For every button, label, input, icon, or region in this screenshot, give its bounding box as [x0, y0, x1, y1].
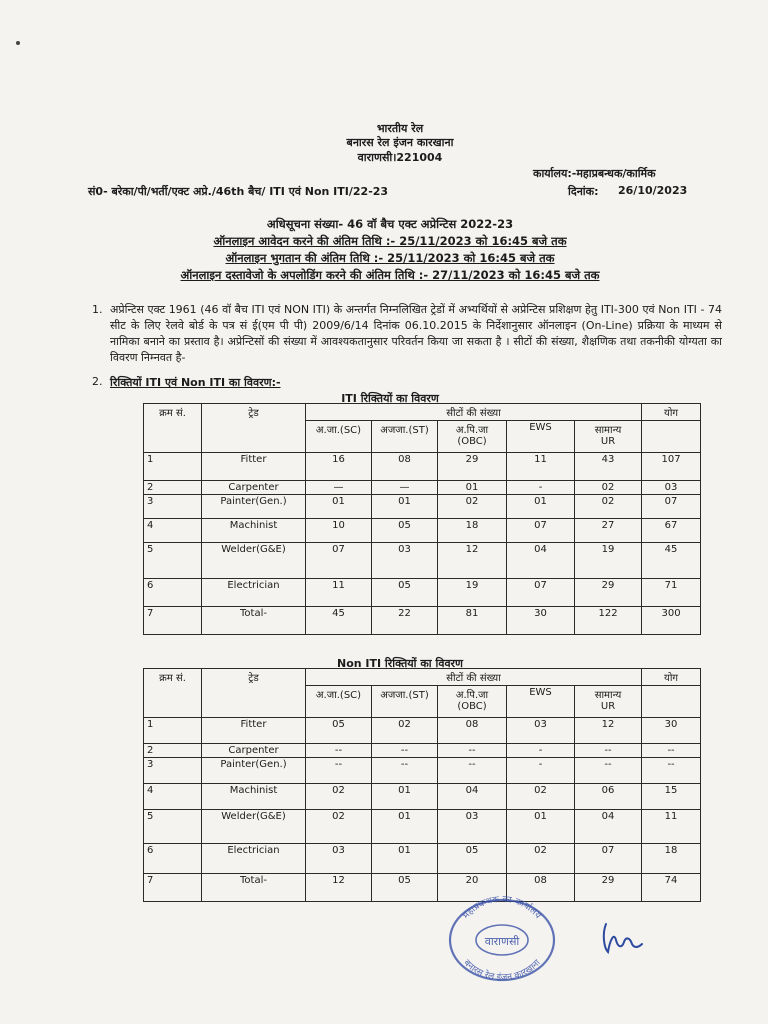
- st-header: अजजा.(ST): [372, 686, 438, 718]
- total-cell: 03: [642, 481, 701, 495]
- sc-cell: 02: [306, 784, 372, 810]
- obc-cell: 05: [438, 844, 507, 874]
- trade-cell: Fitter: [202, 718, 306, 744]
- obc-header-code: (OBC): [457, 436, 487, 447]
- st-cell: --: [372, 758, 438, 784]
- sc-header: अ.जा.(SC): [306, 686, 372, 718]
- sno-cell: 2: [144, 744, 202, 758]
- obc-cell: --: [438, 758, 507, 784]
- iti-vacancy-table: [143, 403, 701, 635]
- scan-speck: [16, 41, 20, 45]
- signature: [598, 918, 644, 958]
- sc-cell: --: [306, 744, 372, 758]
- office-seal-stamp: [438, 890, 566, 982]
- ur-cell: 04: [575, 810, 642, 844]
- trade-cell: Total-: [202, 607, 306, 635]
- para2-number: 2.: [92, 375, 103, 388]
- obc-header-code: (OBC): [457, 701, 487, 712]
- ews-cell: -: [507, 758, 575, 784]
- total-header-blank: [642, 421, 701, 453]
- sno-cell: 4: [144, 519, 202, 543]
- trade-cell: Welder(G&E): [202, 543, 306, 579]
- sc-cell: 11: [306, 579, 372, 607]
- ews-cell: 02: [507, 844, 575, 874]
- total-cell: 300: [642, 607, 701, 635]
- total-cell: 45: [642, 543, 701, 579]
- non-iti-table-caption: Non ITI रिक्तियों का विवरण: [336, 657, 464, 670]
- ur-header-hindi: सामान्य: [594, 690, 622, 701]
- sno-cell: 3: [144, 758, 202, 784]
- trade-cell: Carpenter: [202, 744, 306, 758]
- table-row: [144, 744, 701, 758]
- ews-cell: 01: [507, 495, 575, 519]
- ews-cell: -: [507, 481, 575, 495]
- trade-cell: Electrician: [202, 579, 306, 607]
- stamp-center-text: वाराणसी: [484, 935, 520, 948]
- sc-cell: --: [306, 758, 372, 784]
- table-row: [144, 784, 701, 810]
- table-row: [144, 481, 701, 495]
- trade-header: ट्रेड: [202, 669, 306, 718]
- st-cell: 03: [372, 543, 438, 579]
- total-cell: 67: [642, 519, 701, 543]
- sc-cell: —: [306, 481, 372, 495]
- st-cell: 08: [372, 453, 438, 481]
- ur-cell: --: [575, 758, 642, 784]
- ews-cell: 04: [507, 543, 575, 579]
- ews-cell: 01: [507, 810, 575, 844]
- sno-cell: 7: [144, 874, 202, 902]
- trade-cell: Welder(G&E): [202, 810, 306, 844]
- total-header-blank: [642, 686, 701, 718]
- ur-header-code: UR: [600, 701, 616, 712]
- total-header: योग: [642, 404, 701, 421]
- table-row: [144, 810, 701, 844]
- ews-cell: 11: [507, 453, 575, 481]
- ur-cell: 07: [575, 844, 642, 874]
- ews-cell: 07: [507, 519, 575, 543]
- st-cell: 22: [372, 607, 438, 635]
- total-cell: 11: [642, 810, 701, 844]
- ews-cell: 03: [507, 718, 575, 744]
- seats-header: सीटों की संख्या: [306, 404, 642, 421]
- st-cell: —: [372, 481, 438, 495]
- trade-header: ट्रेड: [202, 404, 306, 453]
- total-cell: 18: [642, 844, 701, 874]
- ews-cell: -: [507, 744, 575, 758]
- obc-cell: 19: [438, 579, 507, 607]
- ews-cell: 07: [507, 579, 575, 607]
- ur-header: [575, 686, 642, 718]
- ur-cell: 06: [575, 784, 642, 810]
- st-cell: 05: [372, 519, 438, 543]
- ews-header: EWS: [507, 686, 575, 718]
- table-row: [144, 874, 701, 902]
- header-org: भारतीय रेल: [376, 122, 424, 135]
- header-workshop: बनारस रेल इंजन कारखाना: [346, 136, 454, 149]
- ur-cell: --: [575, 744, 642, 758]
- ur-cell: 02: [575, 481, 642, 495]
- st-cell: 01: [372, 810, 438, 844]
- total-cell: --: [642, 744, 701, 758]
- sno-cell: 6: [144, 844, 202, 874]
- sc-cell: 07: [306, 543, 372, 579]
- ur-header-hindi: सामान्य: [594, 425, 622, 436]
- st-cell: 01: [372, 844, 438, 874]
- obc-cell: 03: [438, 810, 507, 844]
- obc-cell: 18: [438, 519, 507, 543]
- st-cell: 01: [372, 784, 438, 810]
- sc-cell: 05: [306, 718, 372, 744]
- sc-cell: 02: [306, 810, 372, 844]
- obc-cell: --: [438, 744, 507, 758]
- sc-header: अ.जा.(SC): [306, 421, 372, 453]
- para2-heading: रिक्तियों ITI एवं Non ITI का विवरण:-: [110, 376, 281, 389]
- obc-header-hindi: अ.पि.जा: [455, 425, 489, 436]
- obc-cell: 02: [438, 495, 507, 519]
- sno-cell: 5: [144, 810, 202, 844]
- ur-cell: 29: [575, 874, 642, 902]
- sno-cell: 7: [144, 607, 202, 635]
- obc-cell: 20: [438, 874, 507, 902]
- table-row: [144, 758, 701, 784]
- ews-header: EWS: [507, 421, 575, 453]
- non-iti-vacancy-table: [143, 668, 701, 902]
- reference-number: सं0- बरेका/पी/भर्ती/एक्ट अप्रे./46th बैच/ ITI एवं Non ITI/22-23: [88, 185, 389, 198]
- para1-text: अप्रेन्टिस एक्ट 1961 (46 वॉ बैच ITI एवं NON ITI) के अन्तर्गत निम्नलिखित ट्रेडों में अभ्यर्थियों से अप्रेन्टिस प्रशिक्षण हेतु ITI-300 एवं Non ITI - 74 सीट के लिए रेलवे बोर्ड के पत्र सं ई(एम पी पी) 2009/6/14 दिनांक 06.10.2015 के निर्देशानुसार ऑनलाइन (On-Line) प्रक्रिया के माध्यम से नामिका बनाने का प्रस्ताव है। अप्रेन्टिसों की संख्या में आवश्यकतानुसार परिवर्तन किया जा सकता है । सीटों की संख्या, शैक्षणिक तथा तकनीकी योग्यता का विवरण निम्नवत है-: [110, 303, 722, 364]
- seats-header: सीटों की संख्या: [306, 669, 642, 686]
- st-cell: 01: [372, 495, 438, 519]
- trade-cell: Total-: [202, 874, 306, 902]
- total-cell: 71: [642, 579, 701, 607]
- para1-number: 1.: [92, 303, 103, 316]
- total-cell: --: [642, 758, 701, 784]
- total-cell: 07: [642, 495, 701, 519]
- table-row: [144, 495, 701, 519]
- st-cell: --: [372, 744, 438, 758]
- stamp-top-text: महाप्रबन्धक का कार्यालय: [461, 894, 543, 922]
- obc-header-hindi: अ.पि.जा: [455, 690, 489, 701]
- total-cell: 30: [642, 718, 701, 744]
- notice-payment-deadline: ऑनलाइन भुगतान की अंतिम तिथि :- 25/11/2023 को 16:45 बजे तक: [225, 251, 555, 265]
- notice-number: अधिसूचना संख्या- 46 वॉ बैच एक्ट अप्रेन्टिस 2022-23: [266, 217, 514, 231]
- notice-upload-deadline: ऑनलाइन दस्तावेजो के अपलोडिंग करने की अंतिम तिथि :- 27/11/2023 को 16:45 बजे तक: [180, 268, 600, 282]
- sno-cell: 4: [144, 784, 202, 810]
- sc-cell: 01: [306, 495, 372, 519]
- ur-cell: 29: [575, 579, 642, 607]
- ur-header: [575, 421, 642, 453]
- ur-header-code: UR: [600, 436, 616, 447]
- sno-header: क्रम सं.: [144, 404, 202, 453]
- st-cell: 05: [372, 874, 438, 902]
- table-row: [144, 607, 701, 635]
- iti-table-caption: ITI रिक्तियों का विवरण: [341, 392, 439, 405]
- sc-cell: 12: [306, 874, 372, 902]
- sno-cell: 1: [144, 718, 202, 744]
- total-cell: 15: [642, 784, 701, 810]
- table-row: [144, 453, 701, 481]
- ur-cell: 43: [575, 453, 642, 481]
- ur-cell: 12: [575, 718, 642, 744]
- sc-cell: 03: [306, 844, 372, 874]
- obc-cell: 04: [438, 784, 507, 810]
- table-row: [144, 718, 701, 744]
- st-cell: 05: [372, 579, 438, 607]
- obc-cell: 08: [438, 718, 507, 744]
- header-city: वाराणसी।221004: [357, 151, 443, 164]
- total-cell: 74: [642, 874, 701, 902]
- trade-cell: Painter(Gen.): [202, 495, 306, 519]
- table-row: [144, 519, 701, 543]
- office-line: कार्यालय:-महाप्रबन्धक/कार्मिक: [533, 167, 656, 180]
- obc-cell: 29: [438, 453, 507, 481]
- sno-header: क्रम सं.: [144, 669, 202, 718]
- ur-cell: 19: [575, 543, 642, 579]
- sno-cell: 1: [144, 453, 202, 481]
- table-row: [144, 579, 701, 607]
- sno-cell: 2: [144, 481, 202, 495]
- sc-cell: 16: [306, 453, 372, 481]
- ews-cell: 08: [507, 874, 575, 902]
- obc-cell: 81: [438, 607, 507, 635]
- ur-cell: 27: [575, 519, 642, 543]
- total-cell: 107: [642, 453, 701, 481]
- trade-cell: Painter(Gen.): [202, 758, 306, 784]
- sc-cell: 10: [306, 519, 372, 543]
- sno-cell: 6: [144, 579, 202, 607]
- total-header: योग: [642, 669, 701, 686]
- obc-header: [438, 421, 507, 453]
- table-row: [144, 844, 701, 874]
- ur-cell: 02: [575, 495, 642, 519]
- ews-cell: 30: [507, 607, 575, 635]
- sc-cell: 45: [306, 607, 372, 635]
- notice-apply-deadline: ऑनलाइन आवेदन करने की अंतिम तिथि :- 25/11/2023 को 16:45 बजे तक: [213, 234, 567, 248]
- st-header: अजजा.(ST): [372, 421, 438, 453]
- date-value: 26/10/2023: [618, 184, 688, 197]
- obc-header: [438, 686, 507, 718]
- stamp-bottom-text: बनारस रेल इंजन कारखाना: [461, 958, 543, 982]
- ews-cell: 02: [507, 784, 575, 810]
- ur-cell: 122: [575, 607, 642, 635]
- obc-cell: 12: [438, 543, 507, 579]
- trade-cell: Carpenter: [202, 481, 306, 495]
- trade-cell: Electrician: [202, 844, 306, 874]
- trade-cell: Machinist: [202, 784, 306, 810]
- sno-cell: 3: [144, 495, 202, 519]
- st-cell: 02: [372, 718, 438, 744]
- trade-cell: Machinist: [202, 519, 306, 543]
- obc-cell: 01: [438, 481, 507, 495]
- table-row: [144, 543, 701, 579]
- date-label: दिनांक:: [568, 185, 599, 198]
- sno-cell: 5: [144, 543, 202, 579]
- trade-cell: Fitter: [202, 453, 306, 481]
